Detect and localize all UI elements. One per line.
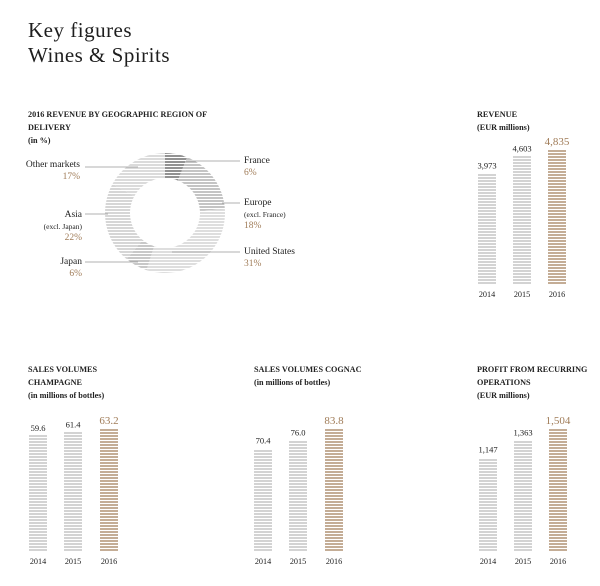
cognac-bar-2014: [254, 451, 272, 550]
cognac-value-label-2016: 83.8: [324, 415, 344, 427]
cognac-unit: (in millions of bottles): [254, 378, 331, 387]
pie-label-united-states-name: United States: [244, 247, 295, 257]
pie-title: 2016 REVENUE BY GEOGRAPHIC REGION OF DELIVERY: [28, 110, 207, 132]
pie-label-europe-sub: (excl. France): [244, 210, 286, 219]
champagne-unit: (in millions of bottles): [28, 391, 105, 400]
profit-value-label-2016: 1,504: [545, 415, 571, 427]
profit-bar-2014: [479, 460, 497, 550]
cognac-bar-2015: [289, 442, 307, 550]
pie-label-asia-name: Asia: [64, 210, 82, 220]
cognac-year-label-2016: 2016: [325, 557, 343, 566]
profit-value-label-2015: 1,363: [513, 427, 533, 438]
profit-bar-2015: [514, 442, 532, 550]
pie-unit: (in %): [28, 136, 51, 145]
revenue-bar-2015: [513, 157, 531, 283]
cognac-year-label-2015: 2015: [289, 557, 307, 566]
pie-label-europe-name: Europe: [244, 198, 272, 208]
cognac-value-label-2014: 70.4: [255, 435, 271, 446]
cognac-bar-2016: [325, 430, 343, 550]
pie-label-asia-value: 22%: [64, 233, 82, 243]
profit-title: PROFIT FROM RECURRING OPERATIONS: [477, 365, 588, 387]
revenue-year-label-2015: 2015: [513, 290, 531, 299]
champagne-year-label-2014: 2014: [29, 557, 47, 566]
title-line-2: Wines & Spirits: [28, 43, 170, 67]
pie-label-europe-value: 18%: [244, 221, 262, 231]
revenue-bar-2016: [548, 151, 566, 283]
pie-label-other-markets-value: 17%: [62, 172, 80, 182]
champagne-value-label-2016: 63.2: [99, 415, 119, 427]
champagne-title: SALES VOLUMES CHAMPAGNE: [28, 365, 98, 387]
champagne-bar-2016: [100, 430, 118, 550]
pie-label-japan-value: 6%: [69, 269, 82, 279]
revenue-year-label-2014: 2014: [478, 290, 496, 299]
revenue-value-label-2014: 3,973: [477, 160, 497, 171]
champagne-year-label-2016: 2016: [100, 557, 118, 566]
profit-value-label-2014: 1,147: [478, 444, 498, 455]
champagne-value-label-2015: 61.4: [65, 419, 81, 430]
cognac-value-label-2015: 76.0: [290, 427, 306, 438]
cognac-title: SALES VOLUMES COGNAC: [254, 365, 362, 374]
revenue-value-label-2016: 4,835: [544, 136, 570, 148]
pie-label-united-states-value: 31%: [244, 259, 262, 269]
profit-year-label-2015: 2015: [514, 557, 532, 566]
pie-label-japan-name: Japan: [60, 257, 82, 267]
revenue-bar-2014: [478, 175, 496, 283]
pie-label-asia-sub: (excl. Japan): [43, 222, 82, 231]
champagne-bar-2014: [29, 436, 47, 550]
champagne-bar-2015: [64, 433, 82, 550]
pie-label-other-markets-name: Other markets: [25, 160, 80, 170]
profit-year-label-2014: 2014: [479, 557, 497, 566]
champagne-value-label-2014: 59.6: [30, 422, 46, 433]
profit-bar-2016: [549, 430, 567, 550]
revenue-value-label-2015: 4,603: [512, 143, 532, 154]
revenue-year-label-2016: 2016: [548, 290, 566, 299]
revenue-unit: (EUR millions): [477, 123, 530, 132]
pie-label-france-value: 6%: [244, 168, 257, 178]
profit-year-label-2016: 2016: [549, 557, 567, 566]
profit-unit: (EUR millions): [477, 391, 530, 400]
pie-label-france-name: France: [244, 156, 270, 166]
champagne-year-label-2015: 2015: [64, 557, 82, 566]
cognac-year-label-2014: 2014: [254, 557, 272, 566]
revenue-title: REVENUE: [477, 110, 518, 119]
title-line-1: Key figures: [28, 18, 133, 42]
